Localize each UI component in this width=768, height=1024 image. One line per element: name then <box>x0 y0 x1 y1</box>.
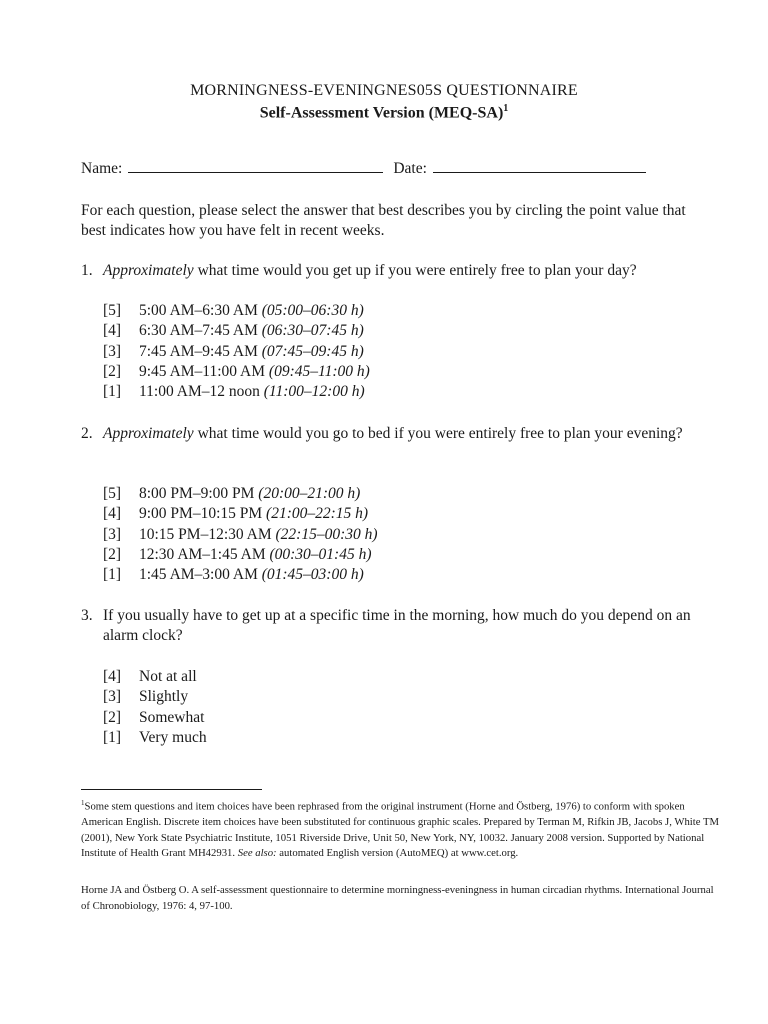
option-label: 10:15 PM–12:30 AM <box>139 525 272 543</box>
point-value[interactable]: [1] <box>103 566 122 584</box>
option-24h: (20:00–21:00 h) <box>258 485 361 502</box>
footnote-text: Some stem questions and item choices have been rephrased from the original instrument (Horne and Östberg, 1976) to conform with spoken American English. Discrete item choices have been substituted for continuous graphic scales. Prepared by Terman M, Rifkin JB, Jacobs J, White TM (2001), New York State Psychiatric Institute, 1051 Riverside Drive, Unit 50, New York, NY, 10032. January 2008 version. Supported by National Institute of Health Grant MH42931. <box>81 800 719 860</box>
question-emphasis: Approximately <box>103 425 194 442</box>
option-24h: (05:00–06:30 h) <box>261 302 364 319</box>
point-value[interactable]: [5] <box>103 485 122 502</box>
question-2-options <box>103 484 378 585</box>
footnote <box>81 796 721 862</box>
answer-option[interactable] <box>103 484 378 504</box>
answer-option[interactable] <box>103 382 370 402</box>
option-label: 7:45 AM–9:45 AM <box>139 342 258 360</box>
question-number: 1. <box>81 262 93 279</box>
option-24h: (21:00–22:15 h) <box>266 505 369 523</box>
subtitle-text: Self-Assessment Version (MEQ-SA) <box>259 104 504 122</box>
answer-option[interactable] <box>103 342 370 362</box>
answer-option[interactable] <box>103 525 378 545</box>
question-text <box>103 424 721 444</box>
question-body: If you usually have to get up at a specific time in the morning, how much do you depend on an alarm clock? <box>103 607 691 644</box>
name-date-row <box>81 157 646 178</box>
question-text <box>103 261 721 281</box>
document-subtitle <box>0 103 768 122</box>
option-label: Not at all <box>139 668 197 685</box>
option-24h: (07:45–09:45 h) <box>261 342 364 360</box>
option-label: 11:00 AM–12 noon <box>139 383 260 401</box>
answer-option[interactable] <box>103 708 207 728</box>
point-value[interactable]: [2] <box>103 708 122 726</box>
option-label: 9:00 PM–10:15 PM <box>139 505 263 523</box>
point-value[interactable]: [5] <box>103 302 122 319</box>
question-text <box>103 606 721 646</box>
answer-option[interactable] <box>103 687 207 707</box>
question-1-options <box>103 301 370 402</box>
point-value[interactable]: [4] <box>103 322 122 340</box>
name-label: Name: <box>81 160 123 177</box>
question-1 <box>81 261 721 281</box>
option-label: 1:45 AM–3:00 AM <box>139 566 258 584</box>
date-field[interactable] <box>433 157 646 173</box>
answer-option[interactable] <box>103 504 378 524</box>
point-value[interactable]: [3] <box>103 342 122 360</box>
answer-option[interactable] <box>103 545 378 565</box>
option-24h: (06:30–07:45 h) <box>261 322 364 340</box>
option-label: 12:30 AM–1:45 AM <box>139 545 266 563</box>
answer-option[interactable] <box>103 321 370 341</box>
option-24h: (00:30–01:45 h) <box>269 545 372 563</box>
name-field[interactable] <box>128 157 383 173</box>
option-label: 5:00 AM–6:30 AM <box>139 302 258 319</box>
option-24h: (22:15–00:30 h) <box>275 525 378 543</box>
footnote-divider <box>81 789 262 790</box>
question-number: 3. <box>81 607 93 624</box>
footnote-marker: 1 <box>503 103 509 114</box>
answer-option[interactable] <box>103 565 378 585</box>
point-value[interactable]: [2] <box>103 545 122 563</box>
point-value[interactable]: [1] <box>103 728 122 746</box>
option-24h: (09:45–11:00 h) <box>268 362 370 380</box>
option-label: 9:45 AM–11:00 AM <box>139 362 266 380</box>
question-emphasis: Approximately <box>103 262 194 279</box>
point-value[interactable]: [1] <box>103 383 122 401</box>
reference-citation: Horne JA and Östberg O. A self-assessment questionnaire to determine morningness-eveningness in human circadian rhythms. International Journal of Chronobiology, 1976: 4, 97-100. <box>81 884 714 912</box>
option-24h: (11:00–12:00 h) <box>263 383 365 401</box>
option-label: Somewhat <box>139 708 205 726</box>
answer-option[interactable] <box>103 728 207 748</box>
footnote-number: 1 <box>81 799 85 807</box>
question-body: what time would you go to bed if you were entirely free to plan your evening? <box>193 425 683 442</box>
see-also-label: See also: <box>237 847 277 860</box>
question-3 <box>81 606 721 646</box>
answer-option[interactable] <box>103 362 370 382</box>
answer-option[interactable] <box>103 667 207 687</box>
point-value[interactable]: [2] <box>103 362 122 380</box>
document-title: MORNINGNESS-EVENINGNES05S QUESTIONNAIRE <box>190 82 578 99</box>
question-number: 2. <box>81 425 93 442</box>
instructions: For each question, please select the answer that best describes you by circling the point value that best indicates how you have felt in recent weeks. <box>81 202 686 239</box>
option-24h: (01:45–03:00 h) <box>261 566 364 584</box>
point-value[interactable]: [4] <box>103 668 122 685</box>
point-value[interactable]: [3] <box>103 688 122 706</box>
question-body: what time would you get up if you were entirely free to plan your day? <box>193 262 637 279</box>
question-2 <box>81 424 721 444</box>
option-label: 6:30 AM–7:45 AM <box>139 322 258 340</box>
date-label: Date: <box>393 160 427 177</box>
footnote-tail: automated English version (AutoMEQ) at www.cet.org. <box>279 847 519 860</box>
answer-option[interactable] <box>103 301 370 321</box>
option-label: Very much <box>139 728 207 746</box>
point-value[interactable]: [4] <box>103 505 122 523</box>
question-3-options <box>103 667 207 748</box>
option-label: Slightly <box>139 688 189 706</box>
point-value[interactable]: [3] <box>103 525 122 543</box>
option-label: 8:00 PM–9:00 PM <box>139 485 255 502</box>
